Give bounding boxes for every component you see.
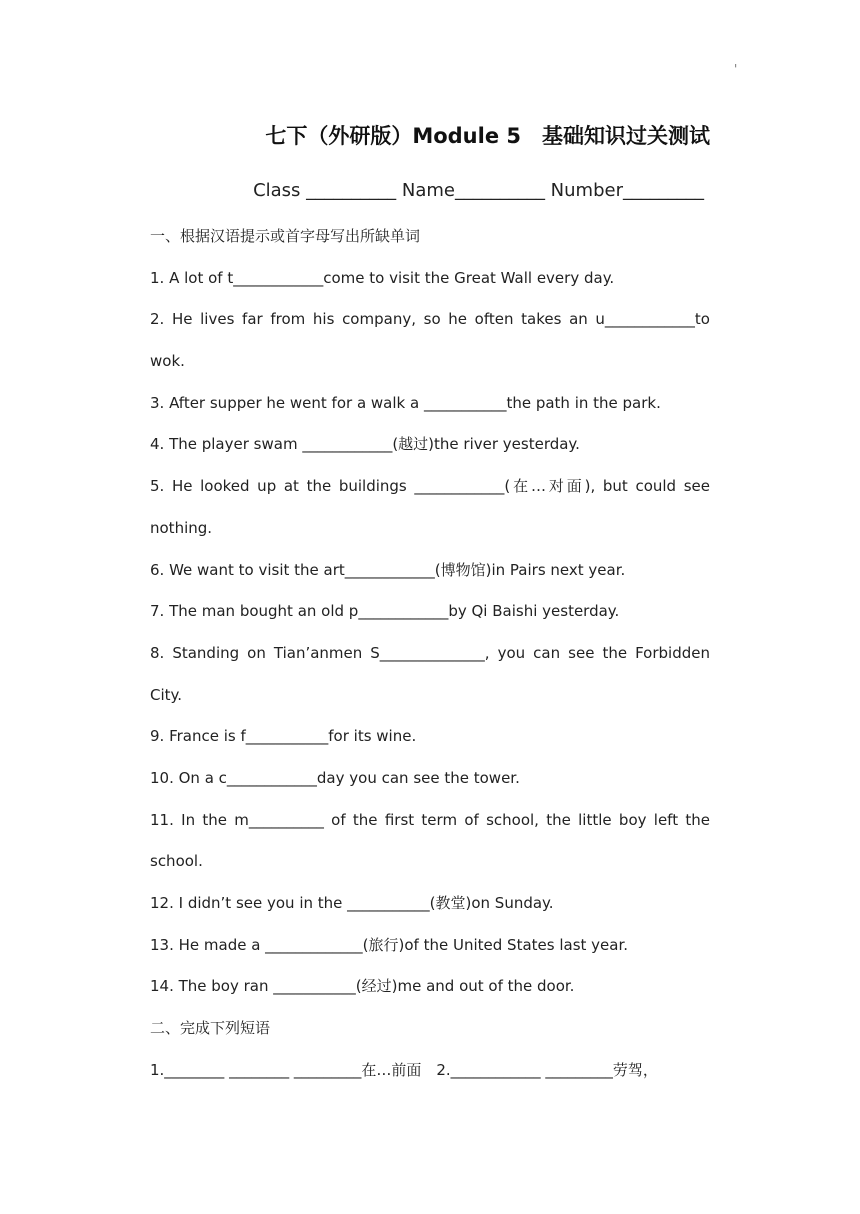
exercise-line-12: 12. I didn’t see you in the ___________(教堂)on Sunday. — [150, 894, 554, 912]
exercise-line-10: 10. On a c____________day you can see the tower. — [150, 768, 520, 787]
exercise-line-7: 7. The man bought an old p____________by Qi Baishi yesterday. — [150, 602, 620, 621]
exercise-line-13: 13. He made a _____________(旅行)of the United States last year. — [150, 935, 629, 954]
exercise-line-8-cont: City. — [150, 685, 183, 704]
exercise-line-2: 2. He lives far from his company, so he often takes an u____________to — [150, 310, 710, 329]
exercise-line-9: 9. France is f___________for its wine. — [150, 727, 417, 746]
exercise-line-3: 3. After supper he went for a walk a ___________the path in the park. — [150, 393, 661, 412]
exercise-line-2-cont: wok. — [150, 352, 185, 371]
phrase-line-1: 1.________ ________ _________在…前面 2.____________ _________劳驾， — [150, 1060, 658, 1079]
exercise-line-6: 6. We want to visit the art____________(博物馆)in Pairs next year. — [150, 560, 626, 579]
exercise-line-11-cont: school. — [150, 852, 203, 871]
student-info-line: Class __________ Name__________ Number_________ — [253, 180, 704, 201]
exercise-line-5-cont: nothing. — [150, 518, 213, 537]
exercise-line-11: 11. In the m__________ of the first term of school, the little boy left the — [150, 810, 710, 829]
corner-mark: ' — [734, 62, 738, 76]
exercise-line-5: 5. He looked up at the buildings ____________(在…对面), but could see — [150, 477, 710, 496]
section-heading-1: 一、根据汉语提示或首字母写出所缺单词 — [150, 227, 421, 245]
page-title: 七下（外研版）Module 5 基础知识过关测试 — [265, 124, 710, 148]
exercise-line-4: 4. The player swam ____________(越过)the river yesterday. — [150, 435, 580, 454]
worksheet-content — [150, 222, 710, 1097]
section-heading-2: 二、完成下列短语 — [150, 1019, 271, 1038]
exercise-line-8: 8. Standing on Tian’anmen S______________, you can see the Forbidden — [150, 643, 710, 662]
exercise-line-14: 14. The boy ran ___________(经过)me and out of the door. — [150, 977, 575, 996]
exercise-line-1: 1. A lot of t____________come to visit the Great Wall every day. — [150, 268, 615, 287]
